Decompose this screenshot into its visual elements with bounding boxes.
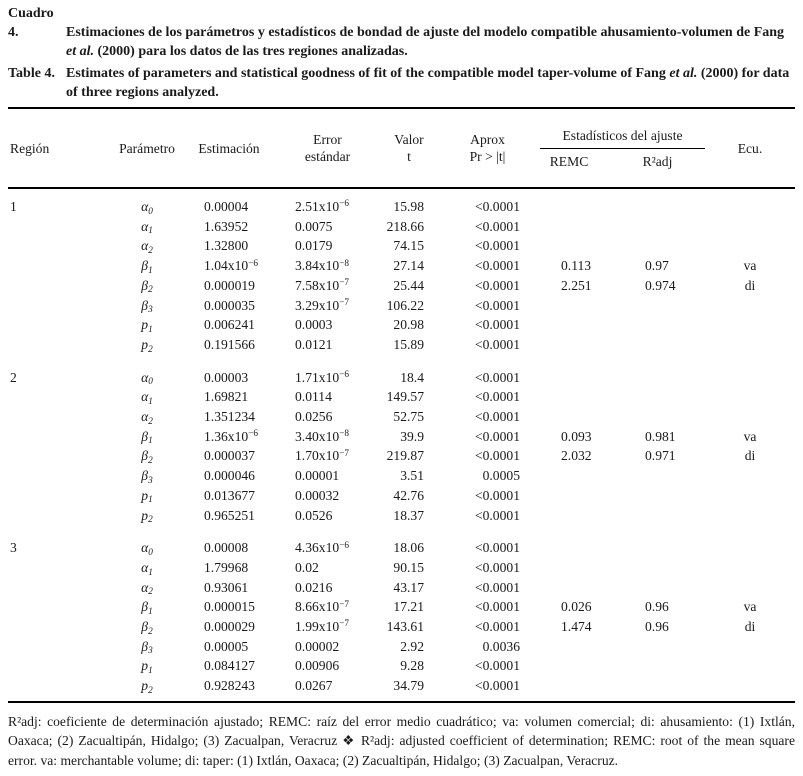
- cell-parameter: $\beta_3$: [141, 638, 153, 656]
- std-error-line2: estándar: [304, 149, 351, 164]
- cell-remc: [528, 368, 610, 388]
- caption-en-after: (2000) for data of three regions analyzed.: [66, 66, 790, 100]
- cell-p-value: <0.0001: [474, 238, 520, 254]
- cell-parameter: $\beta_2$: [141, 277, 153, 295]
- cell-remc: [528, 315, 610, 335]
- table-row: [8, 486, 795, 506]
- cell-p-value: <0.0001: [474, 409, 520, 425]
- cell-equation: va: [743, 428, 757, 444]
- cell-remc: 2.251: [561, 277, 592, 293]
- cell-r2adj: [610, 676, 705, 696]
- cell-std-error: 0.0256: [295, 409, 333, 425]
- cell-p-value: <0.0001: [474, 658, 520, 674]
- cell-p-value: <0.0001: [474, 277, 520, 293]
- cell-r2adj: [610, 637, 705, 657]
- cell-parameter: $\alpha_0$: [141, 540, 153, 557]
- fit-statistics-subheaders: [528, 153, 705, 170]
- col-header-p-value: [433, 108, 528, 188]
- cell-parameter: $p_2$: [141, 507, 153, 525]
- cell-t-value: 34.79: [393, 678, 424, 694]
- cell-std-error: 0.0216: [295, 579, 333, 595]
- cell-region: [8, 236, 116, 256]
- fit-statistics-group-label: Estadísticos del ajuste: [540, 127, 705, 149]
- cell-equation: [705, 506, 795, 526]
- cell-t-value: 74.15: [393, 238, 424, 254]
- table-row: [8, 276, 795, 296]
- col-header-r2adj: R²adj: [642, 153, 673, 169]
- cell-t-value: 3.51: [400, 468, 424, 484]
- cell-parameter: $\beta_1$: [141, 258, 153, 275]
- cell-remc: [528, 637, 610, 657]
- cell-t-value: 18.37: [393, 507, 424, 523]
- cell-r2adj: [610, 315, 705, 335]
- cell-parameter: $\beta_1$: [141, 428, 153, 446]
- table-row: [8, 256, 795, 276]
- spacer-cell: [8, 355, 795, 368]
- cell-t-value: 2.92: [400, 638, 424, 654]
- cell-estimate: 0.191566: [204, 336, 255, 352]
- cell-r2adj: [610, 506, 705, 526]
- cell-parameter: $p_1$: [141, 317, 153, 334]
- col-header-remc: REMC: [549, 153, 589, 169]
- cell-t-value: 27.14: [393, 258, 424, 274]
- cell-r2adj: 0.981: [645, 428, 676, 444]
- cell-remc: [528, 558, 610, 578]
- spacer-row: [8, 355, 795, 368]
- cell-r2adj: [610, 466, 705, 486]
- cell-parameter: $\alpha_1$: [141, 218, 153, 236]
- cell-region: [8, 276, 116, 296]
- cell-t-value: 143.61: [386, 619, 424, 635]
- table-row: [8, 407, 795, 427]
- table-row: [8, 637, 795, 657]
- cell-std-error: 0.00032: [295, 487, 340, 503]
- cell-p-value: <0.0001: [474, 317, 520, 333]
- p-value-line1: Aprox: [470, 132, 505, 147]
- cell-remc: [528, 486, 610, 506]
- cell-r2adj: [610, 236, 705, 256]
- cell-remc: [528, 335, 610, 355]
- cell-r2adj: [610, 656, 705, 676]
- spacer-cell: [8, 188, 795, 197]
- table-row: [8, 617, 795, 637]
- cell-t-value: 218.66: [386, 218, 424, 234]
- table-body: [8, 188, 795, 702]
- cell-region: [8, 486, 116, 506]
- cell-std-error: 0.0075: [295, 218, 333, 234]
- cell-remc: [528, 538, 610, 558]
- cell-std-error: 0.00002: [295, 638, 340, 654]
- table-row: [8, 597, 795, 617]
- cell-remc: [528, 217, 610, 237]
- cell-std-error: $3.84x10^{-8}$: [295, 257, 350, 274]
- cell-region: [8, 656, 116, 676]
- t-value-line2: t: [407, 149, 411, 164]
- cell-t-value: 20.98: [393, 317, 424, 333]
- cell-t-value: 219.87: [386, 448, 424, 464]
- cell-t-value: 17.21: [393, 599, 424, 615]
- spacer-cell: [8, 525, 795, 538]
- col-header-region: Región: [8, 108, 116, 188]
- cell-estimate: 0.928243: [204, 678, 255, 694]
- cell-estimate: 1.63952: [204, 218, 249, 234]
- cell-parameter: $\beta_3$: [141, 468, 153, 485]
- cell-r2adj: [610, 538, 705, 558]
- cell-p-value: 0.0005: [482, 468, 520, 484]
- cell-region: [8, 256, 116, 276]
- cell-parameter: $p_1$: [141, 487, 153, 505]
- cell-equation: [705, 466, 795, 486]
- cell-r2adj: 0.97: [645, 258, 669, 274]
- cell-p-value: <0.0001: [474, 389, 520, 405]
- cell-remc: [528, 296, 610, 316]
- table-row: [8, 466, 795, 486]
- cell-estimate: 0.965251: [204, 507, 255, 523]
- cell-t-value: 90.15: [393, 559, 424, 575]
- caption-es-before: Estimaciones de los parámetros y estadísticos de bondad de ajuste del modelo compatible ahusamiento-volumen de Fang: [66, 25, 785, 40]
- caption-es: [8, 4, 795, 61]
- cell-remc: 0.113: [561, 258, 592, 274]
- cell-equation: [705, 296, 795, 316]
- table-row: [8, 538, 795, 558]
- spacer-row: [8, 696, 795, 702]
- cell-equation: [705, 197, 795, 217]
- cell-remc: 1.474: [561, 619, 592, 635]
- cell-equation: di: [744, 448, 756, 464]
- table-row: [8, 368, 795, 388]
- cell-region: 1: [10, 199, 17, 214]
- cell-region: [8, 296, 116, 316]
- caption-es-label: Cuadro 4.: [8, 6, 54, 40]
- cell-t-value: 43.17: [393, 579, 424, 595]
- cell-p-value: <0.0001: [474, 599, 520, 615]
- cell-p-value: <0.0001: [474, 619, 520, 635]
- cell-region: [8, 676, 116, 696]
- cell-std-error: 0.0267: [295, 678, 333, 694]
- cell-p-value: <0.0001: [474, 487, 520, 503]
- cell-equation: [705, 676, 795, 696]
- col-header-parameter: Parámetro: [116, 108, 178, 188]
- table-row: [8, 446, 795, 466]
- table-row: [8, 315, 795, 335]
- cell-equation: [705, 656, 795, 676]
- cell-region: [8, 407, 116, 427]
- cell-p-value: <0.0001: [474, 369, 520, 385]
- cell-r2adj: [610, 558, 705, 578]
- cell-parameter: $p_1$: [141, 658, 153, 676]
- cell-p-value: <0.0001: [474, 336, 520, 352]
- cell-r2adj: 0.971: [645, 448, 676, 464]
- cell-region: [8, 506, 116, 526]
- cell-remc: [528, 236, 610, 256]
- cell-parameter: $\alpha_2$: [141, 238, 153, 255]
- cell-parameter: $\beta_3$: [141, 297, 153, 315]
- cell-remc: [528, 578, 610, 598]
- cell-std-error: 0.00906: [295, 658, 340, 674]
- cell-p-value: <0.0001: [474, 507, 520, 523]
- cell-equation: [705, 217, 795, 237]
- cell-parameter: $\alpha_2$: [141, 409, 153, 426]
- spacer-cell: [8, 696, 795, 702]
- table-row: [8, 296, 795, 316]
- cell-parameter: $\alpha_1$: [141, 559, 153, 577]
- table-header: [8, 108, 795, 188]
- cell-estimate: 0.00005: [204, 638, 249, 654]
- cell-std-error: $1.71x10^{-6}$: [295, 369, 350, 385]
- cell-region: [8, 427, 116, 447]
- cell-equation: [705, 315, 795, 335]
- cell-std-error: 0.0121: [295, 336, 333, 352]
- header-row: [8, 108, 795, 188]
- cell-equation: [705, 637, 795, 657]
- cell-std-error: 0.02: [295, 559, 319, 575]
- cell-parameter: $\beta_1$: [141, 599, 153, 616]
- cell-region: [8, 578, 116, 598]
- cell-equation: [705, 387, 795, 407]
- footnote: R²adj: coeficiente de determinación ajustado; REMC: raíz del error medio cuadrático; va: volumen comercial; di: ahusamiento: (1) Ixtlán, Oaxaca; (2) Zacualtipán, Hidalgo; (3) Zacualpan, Veracruz ❖ R²adj: adjusted coefficient of determination; REMC: root of the mean square error. va: merchantable volume; di: taper: (1) Ixtlán, Oaxaca; (2) Zacualtipán, Hidalgo; (3) Zacualpan, Veracruz.: [8, 713, 795, 768]
- cell-r2adj: [610, 368, 705, 388]
- cell-p-value: <0.0001: [474, 199, 520, 214]
- cell-estimate: $1.36x10^{-6}$: [204, 428, 259, 444]
- cell-parameter: $\beta_2$: [141, 448, 153, 466]
- cell-remc: [528, 407, 610, 427]
- caption-es-text: [66, 25, 784, 59]
- cell-parameter: $\alpha_1$: [141, 389, 153, 406]
- cell-std-error: $8.66x10^{-7}$: [295, 598, 350, 615]
- cell-r2adj: [610, 407, 705, 427]
- cell-p-value: <0.0001: [474, 428, 520, 444]
- cell-std-error: 0.0114: [295, 389, 332, 405]
- cell-equation: di: [744, 619, 756, 635]
- cell-estimate: 0.000046: [204, 468, 255, 484]
- cell-estimate: 0.084127: [204, 658, 255, 674]
- cell-std-error: $3.29x10^{-7}$: [295, 296, 350, 313]
- cell-region: 2: [10, 369, 17, 385]
- col-header-t-value: [385, 108, 433, 188]
- table-row: [8, 197, 795, 217]
- cell-std-error: $1.99x10^{-7}$: [295, 618, 350, 635]
- cell-estimate: 1.351234: [204, 409, 255, 425]
- cell-std-error: $2.51x10^{-6}$: [295, 198, 350, 214]
- cell-region: [8, 617, 116, 637]
- cell-equation: [705, 558, 795, 578]
- cell-estimate: 0.013677: [204, 487, 255, 503]
- cell-equation: [705, 368, 795, 388]
- cell-parameter: $\beta_2$: [141, 619, 153, 636]
- cell-remc: [528, 197, 610, 217]
- cell-region: [8, 446, 116, 466]
- cell-std-error: 0.0003: [295, 317, 333, 333]
- cell-equation: va: [743, 599, 757, 615]
- cell-estimate: 0.93061: [204, 579, 249, 595]
- cell-p-value: <0.0001: [474, 448, 520, 464]
- cell-r2adj: [610, 578, 705, 598]
- cell-r2adj: 0.96: [645, 599, 669, 615]
- cell-estimate: 0.000019: [204, 277, 255, 293]
- cell-remc: 2.032: [561, 448, 592, 464]
- cell-r2adj: [610, 335, 705, 355]
- cell-estimate: 0.00008: [204, 540, 249, 556]
- cell-region: [8, 315, 116, 335]
- table-row: [8, 558, 795, 578]
- cell-equation: [705, 236, 795, 256]
- t-value-line1: Valor: [394, 132, 424, 147]
- cell-remc: [528, 506, 610, 526]
- table-row: [8, 236, 795, 256]
- cell-estimate: 0.000015: [204, 599, 255, 615]
- cell-std-error: 0.0179: [295, 238, 333, 254]
- cell-remc: 0.026: [561, 599, 592, 615]
- cell-t-value: 18.06: [393, 540, 424, 556]
- spacer-row: [8, 188, 795, 197]
- table-row: [8, 656, 795, 676]
- cell-p-value: <0.0001: [474, 678, 520, 694]
- cell-estimate: 0.00003: [204, 369, 249, 385]
- cell-std-error: $3.40x10^{-8}$: [295, 428, 350, 444]
- cell-parameter: $p_2$: [141, 336, 153, 354]
- cell-equation: va: [743, 258, 757, 274]
- table-row: [8, 217, 795, 237]
- cell-p-value: <0.0001: [474, 579, 520, 595]
- cell-std-error: 0.00001: [295, 468, 340, 484]
- caption-en-text: [66, 66, 789, 100]
- cell-region: [8, 637, 116, 657]
- caption-es-italic: et al.: [66, 44, 94, 59]
- cell-parameter: $p_2$: [141, 678, 153, 695]
- cell-r2adj: [610, 387, 705, 407]
- col-header-std-error: [280, 108, 385, 188]
- cell-region: [8, 558, 116, 578]
- cell-t-value: 42.76: [393, 487, 424, 503]
- cell-p-value: <0.0001: [474, 559, 520, 575]
- cell-estimate: 0.000029: [204, 619, 255, 635]
- cell-p-value: <0.0001: [474, 218, 520, 234]
- cell-remc: 0.093: [561, 428, 592, 444]
- cell-parameter: $\alpha_0$: [141, 199, 153, 216]
- cell-equation: [705, 578, 795, 598]
- cell-parameter: $\alpha_0$: [141, 369, 153, 387]
- cell-estimate: 0.00004: [204, 199, 249, 214]
- col-header-estimate: Estimación: [178, 108, 280, 188]
- cell-remc: [528, 656, 610, 676]
- cell-region: 3: [10, 540, 17, 556]
- cell-t-value: 9.28: [400, 658, 424, 674]
- cell-p-value: <0.0001: [474, 297, 520, 313]
- col-header-fit-statistics: [528, 108, 705, 188]
- cell-parameter: $\alpha_2$: [141, 579, 153, 597]
- cell-p-value: <0.0001: [474, 258, 520, 274]
- p-value-line2: Pr > |t|: [469, 149, 506, 164]
- caption-es-after: (2000) para los datos de las tres regiones analizadas.: [94, 44, 408, 59]
- cell-estimate: 0.000037: [204, 448, 255, 464]
- table-row: [8, 335, 795, 355]
- cell-t-value: 106.22: [386, 297, 424, 313]
- cell-estimate: 0.006241: [204, 317, 255, 333]
- parameters-table: [8, 107, 795, 703]
- cell-t-value: 18.4: [400, 369, 424, 385]
- cell-estimate: 0.000035: [204, 297, 255, 313]
- cell-remc: [528, 387, 610, 407]
- caption-en-italic: et al.: [669, 66, 698, 81]
- cell-equation: [705, 538, 795, 558]
- cell-r2adj: 0.974: [645, 277, 676, 293]
- cell-equation: [705, 335, 795, 355]
- cell-t-value: 25.44: [393, 277, 424, 293]
- cell-r2adj: [610, 217, 705, 237]
- cell-t-value: 15.89: [393, 336, 424, 352]
- cell-equation: [705, 486, 795, 506]
- cell-region: [8, 387, 116, 407]
- cell-std-error: $1.70x10^{-7}$: [295, 447, 350, 464]
- cell-remc: [528, 676, 610, 696]
- caption-en-label: Table 4.: [8, 66, 55, 81]
- cell-r2adj: [610, 486, 705, 506]
- cell-t-value: 52.75: [393, 409, 424, 425]
- cell-std-error: 0.0526: [295, 507, 333, 523]
- cell-p-value: 0.0036: [482, 638, 520, 654]
- cell-region: [8, 335, 116, 355]
- cell-r2adj: [610, 197, 705, 217]
- caption-en: [8, 64, 795, 102]
- spacer-row: [8, 525, 795, 538]
- cell-std-error: $7.58x10^{-7}$: [295, 277, 350, 293]
- cell-region: [8, 597, 116, 617]
- cell-region: [8, 217, 116, 237]
- caption-en-before: Estimates of parameters and statistical goodness of fit of the compatible model taper-volume of Fang: [66, 66, 670, 81]
- table-row: [8, 387, 795, 407]
- col-header-equation: Ecu.: [705, 108, 795, 188]
- cell-std-error: $4.36x10^{-6}$: [295, 539, 350, 556]
- table-row: [8, 506, 795, 526]
- cell-estimate: $1.04x10^{-6}$: [204, 257, 259, 274]
- std-error-line1: Error: [313, 132, 342, 147]
- cell-t-value: 149.57: [386, 389, 424, 405]
- cell-r2adj: 0.96: [645, 619, 669, 635]
- table-row: [8, 578, 795, 598]
- cell-t-value: 39.9: [400, 428, 424, 444]
- cell-estimate: 1.32800: [204, 238, 249, 254]
- table-row: [8, 427, 795, 447]
- cell-t-value: 15.98: [393, 199, 424, 214]
- cell-region: [8, 466, 116, 486]
- table-row: [8, 676, 795, 696]
- cell-remc: [528, 466, 610, 486]
- cell-equation: di: [744, 277, 756, 293]
- cell-r2adj: [610, 296, 705, 316]
- cell-p-value: <0.0001: [474, 540, 520, 556]
- cell-estimate: 1.79968: [204, 559, 249, 575]
- cell-equation: [705, 407, 795, 427]
- cell-estimate: 1.69821: [204, 389, 249, 405]
